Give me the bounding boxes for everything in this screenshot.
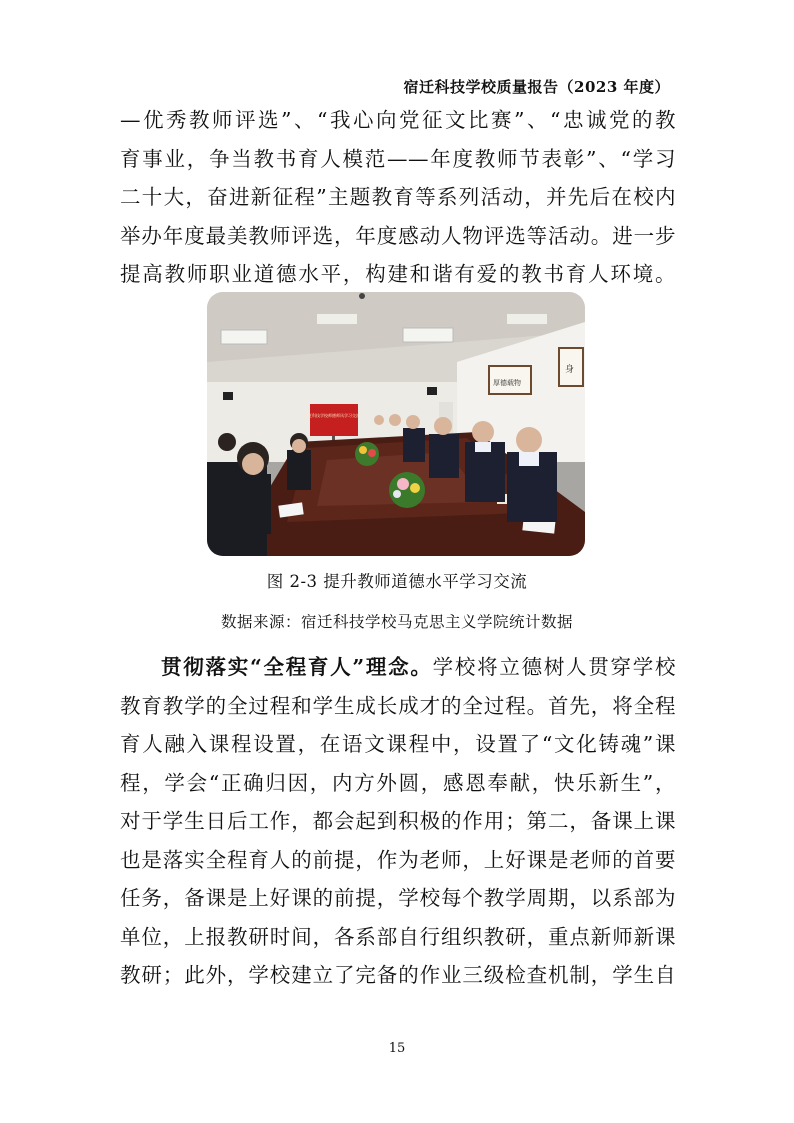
paragraph-line: 育人融入课程设置，在语文课程中，设置了“文化铸魂”课 — [120, 732, 676, 756]
meeting-photo — [207, 292, 585, 556]
paragraph-lead: 贯彻落实“全程育人”理念。 — [161, 655, 433, 679]
paragraph-line: 任务，备课是上好课的前提，学校每个教学周期，以系部为 — [120, 886, 676, 910]
running-header: 宿迁科技学校质量报告（2023 年度） — [403, 78, 670, 96]
paragraph-line: 提高教师职业道德水平，构建和谐有爱的教书育人环境。 — [120, 262, 676, 286]
figure-source: 数据来源：宿迁科技学校马克思主义学院统计数据 — [220, 613, 573, 631]
paragraph-teacher-ethics — [120, 101, 676, 294]
paragraph-line: 单位，上报教研时间，各系部自行组织教研，重点新师新课 — [120, 924, 676, 949]
svg-text:厚德载物: 厚德载物 — [493, 379, 521, 387]
paragraph-whole-process-education — [120, 648, 676, 995]
paragraph-line: 程，学会“正确归因，内方外圆，感恩奉献，快乐新生”， — [120, 770, 676, 795]
paragraph-line: 教育教学的全过程和学生成长成才的全过程。首先，将全程 — [120, 693, 676, 718]
paragraph-line-rest: 学校将立德树人贯穿学校 — [432, 655, 676, 679]
figure-caption: 图 2-3 提升教师道德水平学习交流 — [266, 572, 528, 591]
page-number: 15 — [388, 1041, 406, 1056]
paragraph-line: 对于学生日后工作，都会起到积极的作用；第二，备课上课 — [120, 809, 676, 833]
paragraph-line: 也是落实全程育人的前提，作为老师，上好课是老师的首要 — [120, 847, 676, 872]
paragraph-line: 二十大，奋进新征程”主题教育等系列活动，并先后在校内 — [120, 185, 676, 209]
paragraph-first-line — [120, 648, 676, 687]
paragraph-line: 举办年度最美教师评选，年度感动人物评选等活动。进一步 — [120, 223, 676, 248]
paragraph-line: 育事业，争当教书育人模范——年度教师节表彰”、“学习 — [120, 146, 676, 171]
paragraph-line: —优秀教师评选”、“我心向党征文比赛”、“忠诚党的教 — [120, 108, 676, 132]
svg-text:身: 身 — [565, 365, 575, 375]
paragraph-line: 教研；此外，学校建立了完备的作业三级检查机制，学生自 — [120, 963, 676, 987]
screen-text: 宿迁科技学校师德师风学习交流会 — [304, 413, 364, 418]
